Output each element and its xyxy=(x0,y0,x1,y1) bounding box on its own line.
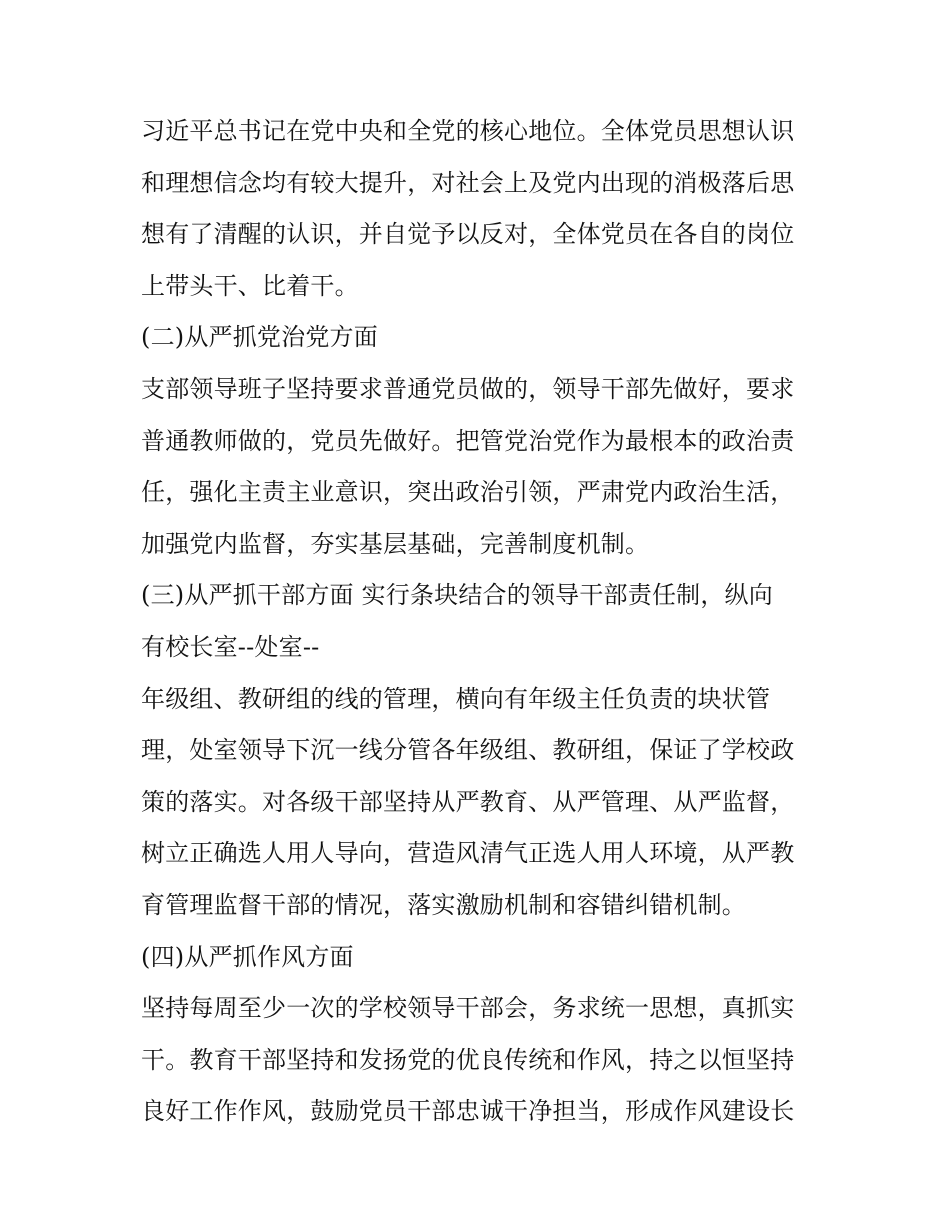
section-heading: (四)从严抓作风方面 xyxy=(141,942,354,971)
text-line: 和理想信念均有较大提升，对社会上及党内出现的消极落后思 xyxy=(141,168,795,197)
text-line: 策的落实。对各级干部坚持从严教育、从严管理、从严监督， xyxy=(141,787,795,816)
text-line: 普通教师做的，党员先做好。把管党治党作为最根本的政治责 xyxy=(141,426,795,455)
text-line: 任，强化主责主业意识，突出政治引领，严肃党内政治生活， xyxy=(141,478,795,507)
text-line: 支部领导班子坚持要求普通党员做的，领导干部先做好，要求 xyxy=(141,374,795,403)
text-line: 有校长室--处室-- xyxy=(141,632,320,661)
text-line: 加强党内监督，夯实基层基础，完善制度机制。 xyxy=(141,529,650,558)
text-line: 理，处室领导下沉一线分管各年级组、教研组，保证了学校政 xyxy=(141,736,795,765)
text-line: 良好工作作风，鼓励党员干部忠诚干净担当，形成作风建设长 xyxy=(141,1097,795,1126)
text-line: 树立正确选人用人导向，营造风清气正选人用人环境，从严教 xyxy=(141,839,795,868)
text-line: 上带头干、比着干。 xyxy=(141,271,359,300)
section-heading: (二)从严抓党治党方面 xyxy=(141,323,378,352)
text-line: 想有了清醒的认识，并自觉予以反对，全体党员在各自的岗位 xyxy=(141,220,795,249)
text-line: 干。教育干部坚持和发扬党的优良传统和作风，持之以恒坚持 xyxy=(141,1045,795,1074)
text-line: 坚持每周至少一次的学校领导干部会，务求统一思想，真抓实 xyxy=(141,994,795,1023)
text-line: 年级组、教研组的线的管理，横向有年级主任负责的块状管 xyxy=(141,684,771,713)
text-line: 习近平总书记在党中央和全党的核心地位。全体党员思想认识 xyxy=(141,117,795,145)
body-text xyxy=(141,106,831,1138)
section-heading: (三)从严抓干部方面 实行条块结合的领导干部责任制，纵向 xyxy=(141,581,773,610)
text-line: 育管理监督干部的情况，落实激励机制和容错纠错机制。 xyxy=(141,890,746,919)
